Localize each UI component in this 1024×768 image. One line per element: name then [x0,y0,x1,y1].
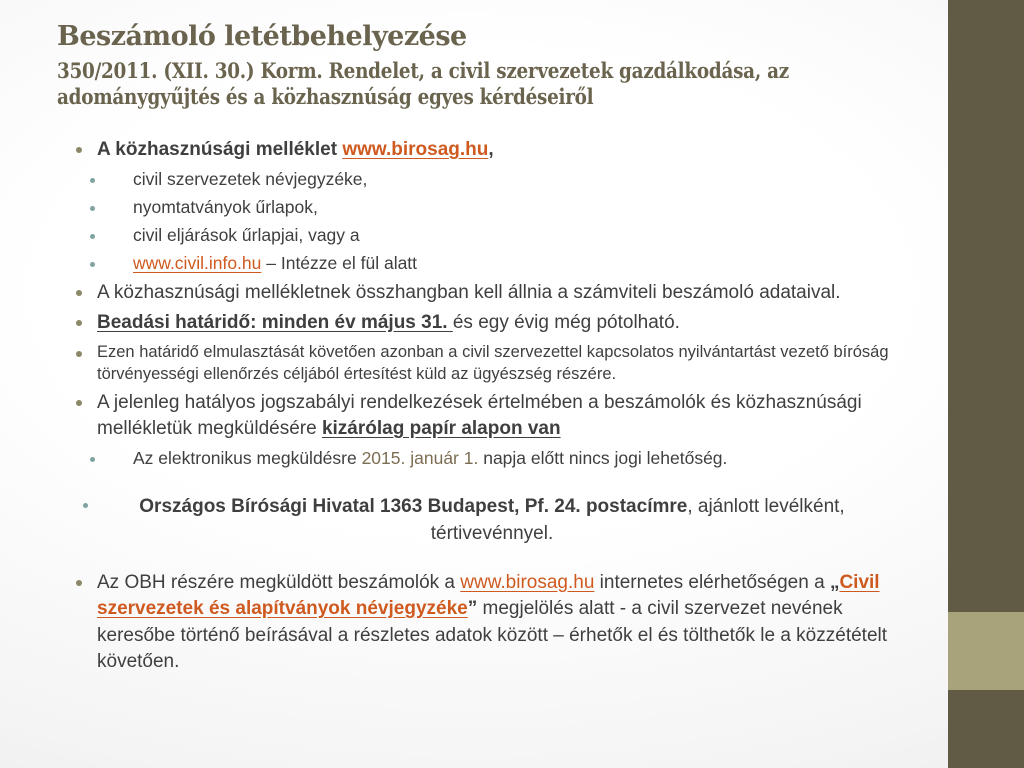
list-item [57,493,895,547]
text-segment: ” [467,598,478,619]
text-segment: , ajánlott levélként, tértivevénnyel. [430,495,845,544]
text-segment: 2015. január 1. [361,447,479,468]
list-item [57,390,895,443]
text-segment: – Intézze el fül alatt [261,252,418,273]
text-segment: Az elektronikus megküldésre [133,447,362,468]
text-segment: nyomtatványok űrlapok, [133,196,318,217]
bullet-icon [90,206,95,211]
list-item-text [133,168,895,191]
text-segment: A közhasznúsági mellékletnek összhangban kell állnia a számviteli beszámoló adataival. [97,281,841,303]
accent-stripe-light-band [948,612,1024,690]
list-item [57,447,895,470]
text-segment: A jelenleg hatályos jogszabályi rendelkezések értelmében a beszámolók és közhasznúsági mellékletük megküldésére [97,391,862,439]
list-item [57,224,895,247]
hyperlink[interactable]: www.birosag.hu [342,139,489,160]
list-item [57,310,895,337]
text-segment: civil eljárások űrlapjai, vagy a [133,224,360,245]
list-item-text [97,137,895,164]
bullet-icon [76,290,82,296]
bullet-icon [90,457,95,462]
bullet-icon [90,262,95,267]
bullet-icon [76,580,82,586]
hyperlink[interactable]: www.birosag.hu [460,571,595,593]
text-segment: internetes elérhetőségen a [594,571,830,593]
list-item [57,252,895,275]
text-segment: „ [829,571,840,593]
list-item-text [97,280,895,307]
bullet-list [57,137,895,680]
text-segment: civil szervezetek névjegyzéke, [133,168,368,189]
list-item [57,168,895,191]
bullet-icon [76,351,82,357]
right-accent-stripe [948,0,1024,768]
list-item-text [129,493,855,547]
text-segment: , [488,139,494,160]
bullet-icon [76,147,82,153]
list-item-text [133,224,895,247]
list-item-text [97,570,895,676]
bullet-icon [76,320,82,326]
list-item [57,137,895,164]
list-item-text [97,341,895,386]
list-item [57,341,895,386]
bullet-icon [76,400,82,406]
bullet-icon [90,234,95,239]
list-item [57,570,895,676]
slide-title: Beszámoló letétbehelyezése [57,21,467,52]
text-segment: és egy évig még pótolható. [452,312,680,333]
list-item [57,280,895,307]
text-segment: Beadási határidő: minden év május 31. [97,312,453,333]
list-item-text [97,390,895,443]
text-segment: kizárólag papír alapon van [321,418,561,439]
hyperlink[interactable]: Civil szervezetek és alapítványok névjegyzéke [97,571,880,619]
text-segment: Az OBH részére megküldött beszámolók a [97,571,461,593]
text-segment: A közhasznúsági melléklet [97,139,343,160]
text-segment: Ezen határidő elmulasztását követően azonban a civil szervezettel kapcsolatos nyilvántartást vezető bíróság törvényességi ellenőrzés céljából értesítést küld az ügyészség részére. [97,342,889,383]
list-item [57,196,895,219]
list-item-text [133,447,895,470]
slide-subtitle: 350/2011. (XII. 30.) Korm. Rendelet, a civil szervezetek gazdálkodása, az adománygyűjtés és a közhasznúság egyes kérdéseiről [57,58,789,109]
list-item-text [97,310,895,337]
list-item-text [133,252,895,275]
text-segment: megjelölés alatt - a civil szervezet nevének keresőbe történő beírásával a részletes adatok között – érhetők el és tölthetők le a közzétételt követően. [97,598,888,672]
hyperlink[interactable]: www.civil.info.hu [133,252,262,273]
text-segment: napja előtt nincs jogi lehetőség. [478,447,728,468]
bullet-icon [90,178,95,183]
slide-header [57,20,937,110]
text-segment: Országos Bírósági Hivatal 1363 Budapest, Pf. 24. postacímre [139,495,688,517]
bullet-icon [83,503,88,508]
list-item-text [133,196,895,219]
